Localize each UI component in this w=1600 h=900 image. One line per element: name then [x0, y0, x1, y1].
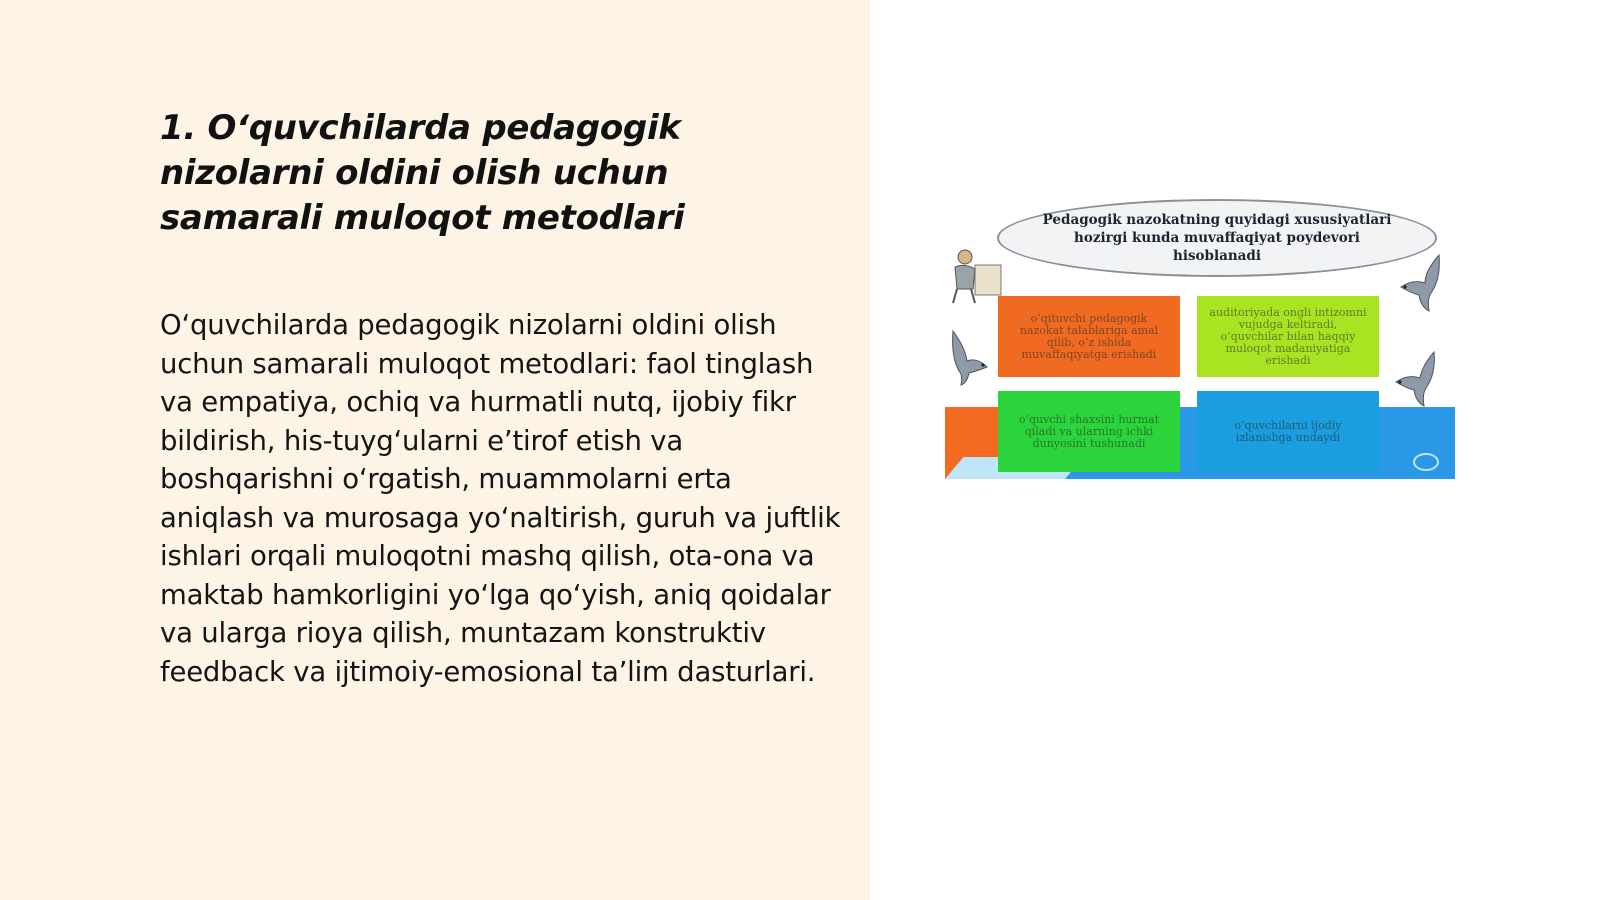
pedagogy-illustration	[945, 195, 1455, 485]
box-lime: auditoriyada ongli intizomni vujudga keltiradi, o‘quvchilar bilan haqqiy muloqot madaniyatiga erishadi	[1197, 296, 1379, 377]
box-orange: o‘qituvchi pedagogik nazokat talablariga amal qilib, o‘z ishida muvaffaqiyatga erishadi	[998, 296, 1180, 377]
dove-icon	[1390, 350, 1438, 410]
speech-bubble: Pedagogik nazokatning quyidagi xususiyatlari hozirgi kunda muvaffaqiyat poydevori hisoblanadi	[997, 199, 1437, 277]
slide-body-text: O‘quvchilarda pedagogik nizolarni oldini olish uchun samarali muloqot metodlari: faol tinglash va empatiya, ochiq va hurmatli nutq, ijobiy fikr bildirish, his-tuyg‘ularni e’tirof etish va boshqarishni o‘rgatish, muammolarni erta aniqlash va murosaga yo‘naltirish, guruh va juftlik ishlari orqali muloqotni mashq qilish, ota-ona va maktab hamkorligini yo‘lga qo‘yish, aniq qoidalar va ularga rioya qilish, muntazam konstruktiv feedback va ijtimoiy-emosional ta’lim dasturlari.	[160, 309, 841, 688]
box-green: o‘quvchi shaxsini hurmat qiladi va ularning ichki dunyosini tushunadi	[998, 391, 1180, 472]
dove-icon	[1395, 253, 1443, 313]
slide-title: 1. O‘quvchilarda pedagogik nizolarni oldini olish uchun samarali muloqot metodlari	[160, 108, 685, 238]
box-blue: o‘quvchilarni ijodiy izlanishga undaydi	[1197, 391, 1379, 472]
dove-icon	[947, 327, 995, 387]
circle-icon	[1413, 453, 1439, 471]
